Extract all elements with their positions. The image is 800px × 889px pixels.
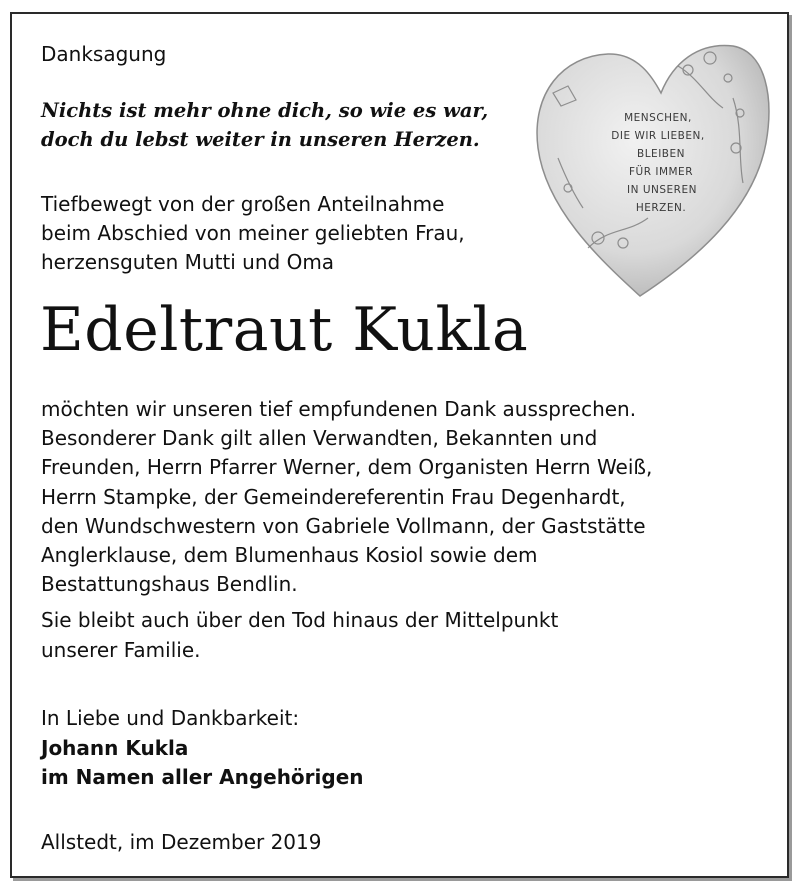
inscription-line: BLEIBEN <box>637 148 685 160</box>
inscription-line: MENSCHEN, <box>624 112 692 124</box>
quote-line: Nichts ist mehr ohne dich, so wie es war, <box>41 99 489 122</box>
thanks-line: möchten wir unseren tief empfundenen Dank aussprechen. <box>41 397 637 421</box>
intro-line: herzensguten Mutti und Oma <box>41 250 335 274</box>
inscription-line: IN UNSEREN <box>627 184 697 196</box>
inscription-line: FÜR IMMER <box>628 166 694 178</box>
closing-line: unserer Familie. <box>41 637 201 662</box>
heart-stone-image <box>528 38 774 300</box>
signature-relatives: im Namen aller Angehörigen <box>41 765 364 789</box>
intro-text <box>41 190 465 277</box>
thanks-line: Anglerklause, dem Blumenhaus Kosiol sowie dem <box>41 543 538 568</box>
thanks-line: den Wundschwestern von Gabriele Vollmann, der Gaststätte <box>41 513 646 538</box>
deceased-name: Edeltraut Kukla <box>40 295 529 365</box>
signature-name: Johann Kukla <box>41 735 189 760</box>
thanks-line: Besonderer Dank gilt allen Verwandten, Bekannten und <box>41 426 598 451</box>
inscription-line: HERZEN. <box>635 202 687 214</box>
thanks-line: Herrn Stampke, der Gemeindereferentin Frau Degenhardt, <box>41 484 626 509</box>
intro-line: Tiefbewegt von der großen Anteilnahme <box>41 192 445 216</box>
quote-line: doch du lebst weiter in unseren Herzen. <box>41 128 480 151</box>
closing-line: Sie bleibt auch über den Tod hinaus der Mittelpunkt <box>41 608 559 632</box>
signature-greeting: In Liebe und Dankbarkeit: <box>41 706 300 730</box>
intro-line: beim Abschied von meiner geliebten Frau, <box>41 221 465 245</box>
inscription-line: DIE WIR LIEBEN, <box>611 130 705 142</box>
thanks-text <box>41 395 652 599</box>
thanks-line: Bestattungshaus Bendlin. <box>41 572 298 597</box>
closing-text <box>41 606 558 665</box>
thanks-line: Freunden, Herrn Pfarrer Werner, dem Organisten Herrn Weiß, <box>41 455 653 480</box>
memorial-quote <box>41 96 488 154</box>
notice-heading: Danksagung <box>41 42 167 66</box>
place-date: Allstedt, im Dezember 2019 <box>41 830 322 854</box>
signature-block <box>41 704 364 793</box>
